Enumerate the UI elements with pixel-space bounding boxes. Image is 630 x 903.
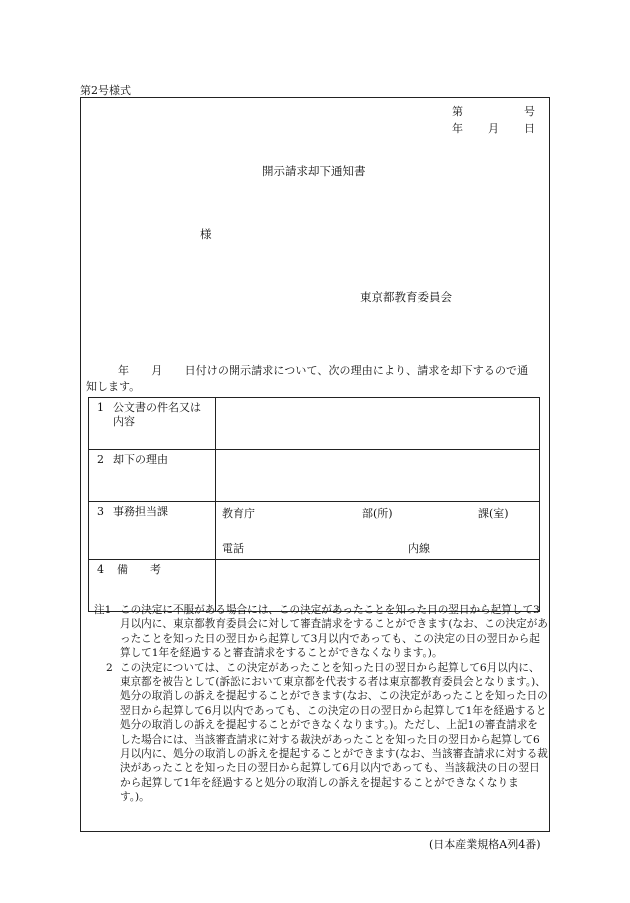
form-label: 第2号様式: [80, 84, 131, 97]
office-phone: 電話: [222, 542, 244, 555]
number-prefix: 第: [452, 105, 463, 118]
row-number: 2: [97, 453, 104, 466]
row-label-text: 公文書の件名又は内容: [113, 401, 201, 428]
reason-cell: [216, 450, 540, 502]
note-number: 注1: [94, 604, 112, 616]
table-row: [89, 502, 540, 560]
issuer-name: 東京都教育委員会: [360, 290, 452, 304]
document-title: 開示請求却下通知書: [262, 164, 366, 178]
row-label: [89, 450, 216, 502]
paper-size-note: (日本産業規格A列4番): [429, 838, 541, 851]
body-text-line2: 知します。: [86, 380, 141, 393]
body-text-line1: 年 月 日付けの開示請求について、次の理由により、請求を却下するので通: [118, 364, 529, 377]
notes: [86, 603, 548, 805]
table-row: [89, 398, 540, 450]
row-number: 3: [97, 505, 104, 518]
row-label-text: 事務担当課: [113, 505, 168, 518]
office-extension: 内線: [408, 542, 430, 555]
row-label-text: 却下の理由: [113, 453, 168, 466]
row-label: [89, 398, 216, 450]
note-2: [86, 661, 548, 805]
table-row: [89, 450, 540, 502]
row-number: 4: [97, 563, 104, 576]
note-text: この決定については、この決定があったことを知った日の翌日から起算して6月以内に、東京都を被告として(訴訟において東京都を代表する者は東京都教育委員会となります。)、処分の取消しの訴えを提起することができます(なお、この決定があったことを知った日の翌日から起算して6月以内であっても、この決定の日の翌日から起算して1年を経過すると処分の取消しの訴えを提起することができなくなります。)。ただし、上記1の審査請求をした場合には、当該審査請求に対する裁決があったことを知った日の翌日から起算して6月以内に、処分の取消しの訴えを提起することができます(なお、当該審査請求に対する裁決があったことを知った日の翌日から起算して6月以内であっても、当該裁決の日の翌日から起算して1年を経過すると処分の取消しの訴えを提起することができなくなります。)。: [120, 661, 548, 804]
addressee-suffix: 様: [200, 227, 212, 241]
note-1: [86, 603, 548, 661]
office-section: 課(室): [478, 507, 509, 520]
number-suffix: 号: [524, 105, 535, 118]
note-text: この決定に不服がある場合には、この決定があったことを知った日の翌日から起算して3月以内に、東京都教育委員会に対して審査請求をすることができます(なお、この決定があったことを知った日の翌日から起算して3月以内であっても、この決定の日の翌日から起算して1年を経過すると審査請求をすることができなくなります。)。: [120, 604, 548, 660]
subject-cell: [216, 398, 540, 450]
office-agency: 教育庁: [222, 507, 255, 520]
note-number: 2: [106, 661, 113, 674]
office-dept: 部(所): [362, 507, 393, 520]
date-day: 日: [524, 122, 535, 135]
office-cell: [216, 502, 540, 560]
row-number: 1: [97, 401, 104, 414]
date-month: 月: [488, 122, 499, 135]
row-label-text: 備 考: [117, 563, 161, 576]
info-table: [88, 397, 540, 612]
date-year: 年: [452, 122, 463, 135]
row-label: [89, 502, 216, 560]
